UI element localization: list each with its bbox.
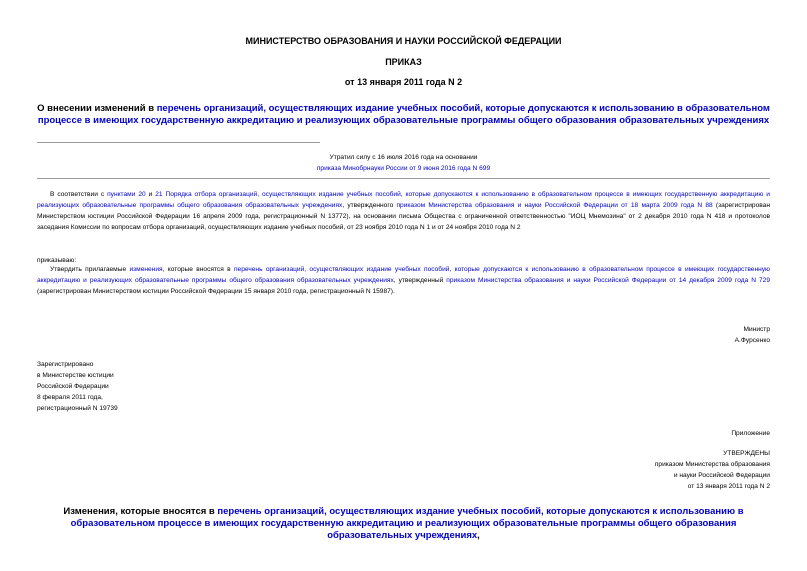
order-word: приказываю: <box>37 257 77 264</box>
signature-position: Министр <box>743 326 770 333</box>
changes-title <box>30 506 777 542</box>
changes-title-link[interactable]: перечень организаций, осуществляющих издание учебных пособий, которые допускаются к использованию в образовательном процессе в имеющих государственную аккредитацию и реализующих образовательные программы общего образования образовательных учреждениях <box>70 506 744 541</box>
text: , которые вносятся в <box>162 266 234 273</box>
preamble-paragraph <box>37 189 770 233</box>
link-item-20[interactable]: пунктами 20 <box>107 191 146 198</box>
divider <box>37 178 770 179</box>
registration-line: в Министерстве юстиции <box>37 372 114 379</box>
document-date: от 13 января 2011 года N 2 <box>344 77 463 87</box>
registration-line: Российской Федерации <box>37 383 109 390</box>
ministry-heading: МИНИСТЕРСТВО ОБРАЗОВАНИЯ И НАУКИ РОССИЙСКОЙ ФЕДЕРАЦИИ <box>245 36 562 46</box>
link-list[interactable]: перечень организаций, осуществляющих издание учебных пособий, которые допускаются к использованию в образовательном процессе в имеющих государственную аккредитацию и реализующих образовательные программы общего образования образовательных учреждениях <box>37 266 770 284</box>
title-prefix: О внесении изменений в <box>37 103 157 114</box>
appendix-label: Приложение <box>731 430 770 437</box>
text: (зарегистрирован Министерством юстиции Российской Федерации 16 апреля 2009 года, регистрационный N 13772), на основании письма Общества с ограниченной ответственностью "ИОЦ Мнемозина" от 2 декабря 2010 года N 418 и протоколов заседания Комиссии по вопросам отбора организаций, осуществляющих издание учебных пособий, от 23 ноября 2010 года N 1 и от 24 ноября 2010 года N 2 <box>37 202 770 231</box>
title-link[interactable]: перечень организаций, осуществляющих издание учебных пособий, которые допускаются к использованию в образовательном процессе в имеющих государственную аккредитацию и реализующих образовательные программы общего образования образовательных учреждениях <box>37 103 770 126</box>
document-type: ПРИКАЗ <box>385 57 422 67</box>
approval-line: от 13 января 2011 года N 2 <box>687 483 770 490</box>
changes-title-prefix: Изменения, которые вносятся в <box>63 506 218 517</box>
registration-line: 8 февраля 2011 года, <box>37 394 103 401</box>
signature-block <box>570 324 770 346</box>
repeal-link[interactable]: приказа Минобрнауки России от 9 июня 2016 года N 699 <box>316 165 491 172</box>
approval-block <box>570 448 770 492</box>
text: Утвердить прилагаемые <box>50 266 130 273</box>
signature-name: А.Фурсенко <box>734 337 770 344</box>
link-order-88[interactable]: приказом Министерства образования и науки Российской Федерации от 18 марта 2009 года N 88 <box>396 202 713 209</box>
document-title <box>30 103 777 127</box>
divider <box>37 142 320 143</box>
repeal-notice <box>200 152 607 174</box>
text: В соответствии с <box>50 191 108 198</box>
approve-paragraph <box>37 264 770 297</box>
link-procedure[interactable]: 21 Порядка отбора организаций, осуществляющих издание учебных пособий, которые допускаются к использованию в образовательном процессе в имеющих государственную аккредитацию и реализующих образовательные программы общего образования образовательных учреждениях <box>37 191 770 209</box>
registration-line: регистрационный N 19739 <box>37 405 118 412</box>
approval-line: приказом Министерства образования <box>654 461 770 468</box>
registration-block <box>37 359 287 414</box>
text: , утвержденный <box>393 277 447 284</box>
text: и <box>145 191 156 198</box>
text: , утвержденного <box>342 202 397 209</box>
registration-line: Зарегистрировано <box>37 361 94 368</box>
text: (зарегистрирован Министерством юстиции Российской Федерации 15 января 2010 года, регистрационный N 15987). <box>37 288 395 295</box>
changes-title-suffix: , <box>477 530 480 541</box>
repeal-text: Утратил силу с 16 июля 2016 года на основании <box>329 154 478 161</box>
approved-heading: УТВЕРЖДЕНЫ <box>723 450 770 457</box>
link-order-729[interactable]: приказом Министерства образования и науки Российской Федерации от 14 декабря 2009 года N 729 <box>446 277 770 284</box>
link-changes[interactable]: изменения <box>129 266 163 273</box>
approval-line: и науки Российской Федерации <box>673 472 770 479</box>
